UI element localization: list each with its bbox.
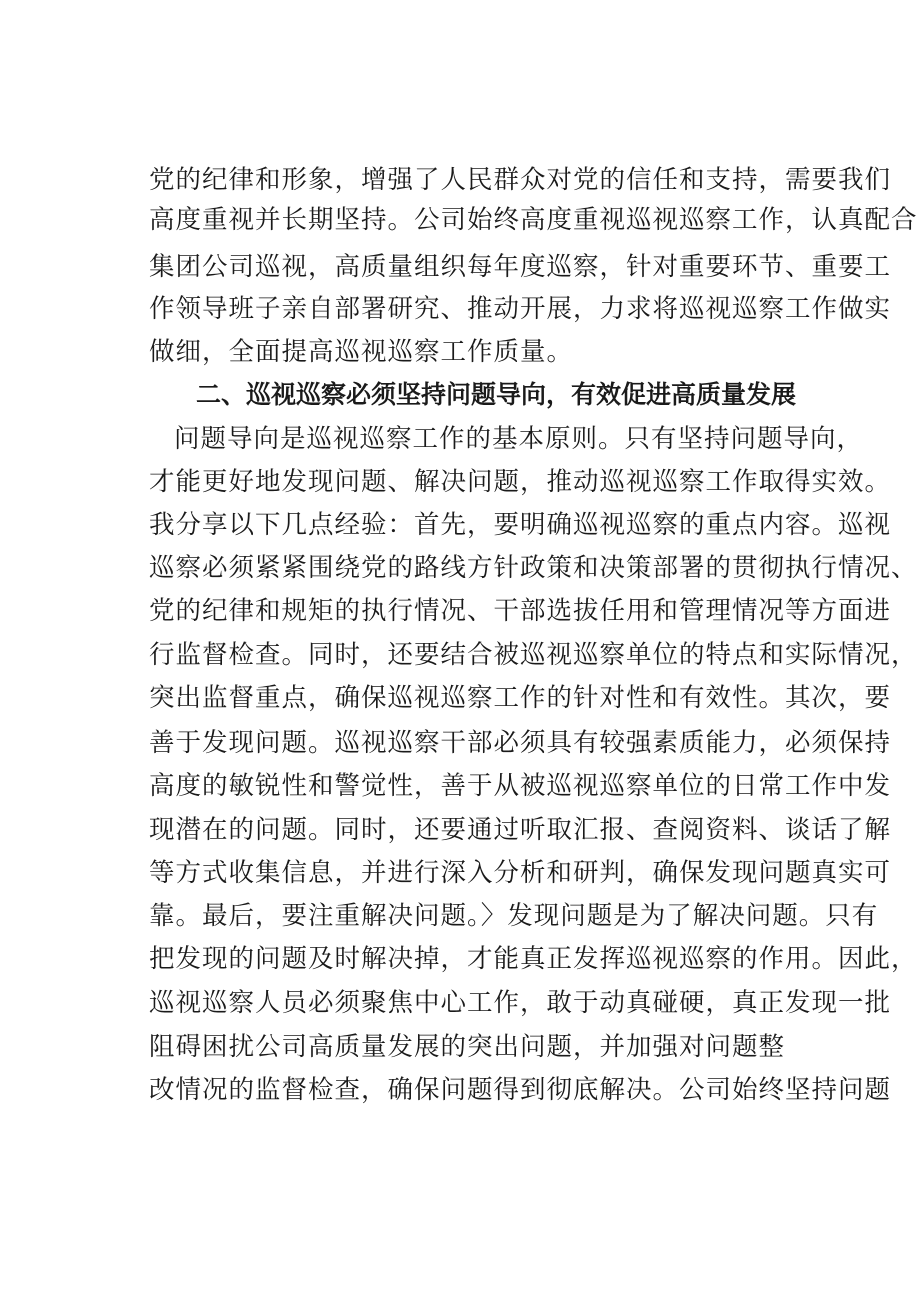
- paragraph-line: 做细，全面提高巡视巡察工作质量。: [149, 337, 574, 367]
- paragraph-line: 党的纪律和形象，增强了人民群众对党的信任和支持，需要我们: [149, 165, 892, 195]
- paragraph-line: 善于发现问题。巡视巡察干部必须具有较强素质能力，必须保持: [149, 728, 892, 758]
- paragraph-line: 行监督检查。同时，还要结合被巡视巡察单位的特点和实际情况，: [149, 640, 918, 670]
- paragraph-line: 党的纪律和规矩的执行情况、干部选拔任用和管理情况等方面进: [149, 596, 892, 626]
- paragraph-line: 作领导班子亲自部署研究、推动开展，力求将巡视巡察工作做实: [149, 294, 892, 324]
- paragraph-line: 阻碍困扰公司高质量发展的突出问题，并加强对问题整: [149, 1032, 786, 1062]
- paragraph-line: 改情况的监督检查，确保问题得到彻底解决。公司始终坚持问题: [149, 1075, 892, 1105]
- paragraph-line: 现潜在的问题。同时，还要通过听取汇报、查阅资料、谈话了解: [149, 815, 892, 845]
- paragraph-line: 高度重视并长期坚持。公司始终高度重视巡视巡察工作，认真配合: [149, 205, 918, 235]
- paragraph-line: 靠。最后，要注重解决问题。〉发现问题是为了解决问题。只有: [149, 901, 879, 931]
- paragraph-line: 集团公司巡视，高质量组织每年度巡察，针对重要环节、重要工: [149, 252, 892, 282]
- paragraph-line: 巡察必须紧紧围绕党的路线方针政策和决策部署的贯彻执行情况、: [149, 553, 918, 583]
- paragraph-line: 我分享以下几点经验：首先，要明确巡视巡察的重点内容。巡视: [149, 510, 892, 540]
- paragraph-line: 等方式收集信息，并进行深入分析和研判，确保发现问题真实可: [149, 858, 892, 888]
- paragraph-line: 问题导向是巡视巡察工作的基本原则。只有坚持问题导向，: [174, 424, 864, 454]
- paragraph-line: 高度的敏锐性和警觉性，善于从被巡视巡察单位的日常工作中发: [149, 771, 892, 801]
- paragraph-line: 才能更好地发现问题、解决问题，推动巡视巡察工作取得实效。: [149, 467, 892, 497]
- paragraph-line: 把发现的问题及时解决掉，才能真正发挥巡视巡察的作用。因此，: [149, 944, 918, 974]
- paragraph-line: 突出监督重点，确保巡视巡察工作的针对性和有效性。其次，要: [149, 683, 892, 713]
- paragraph-line: 巡视巡察人员必须聚焦中心工作，敢于动真碰硬，真正发现一批: [149, 988, 892, 1018]
- section-heading: 二、巡视巡察必须坚持问题导向，有效促进高质量发展: [196, 380, 797, 409]
